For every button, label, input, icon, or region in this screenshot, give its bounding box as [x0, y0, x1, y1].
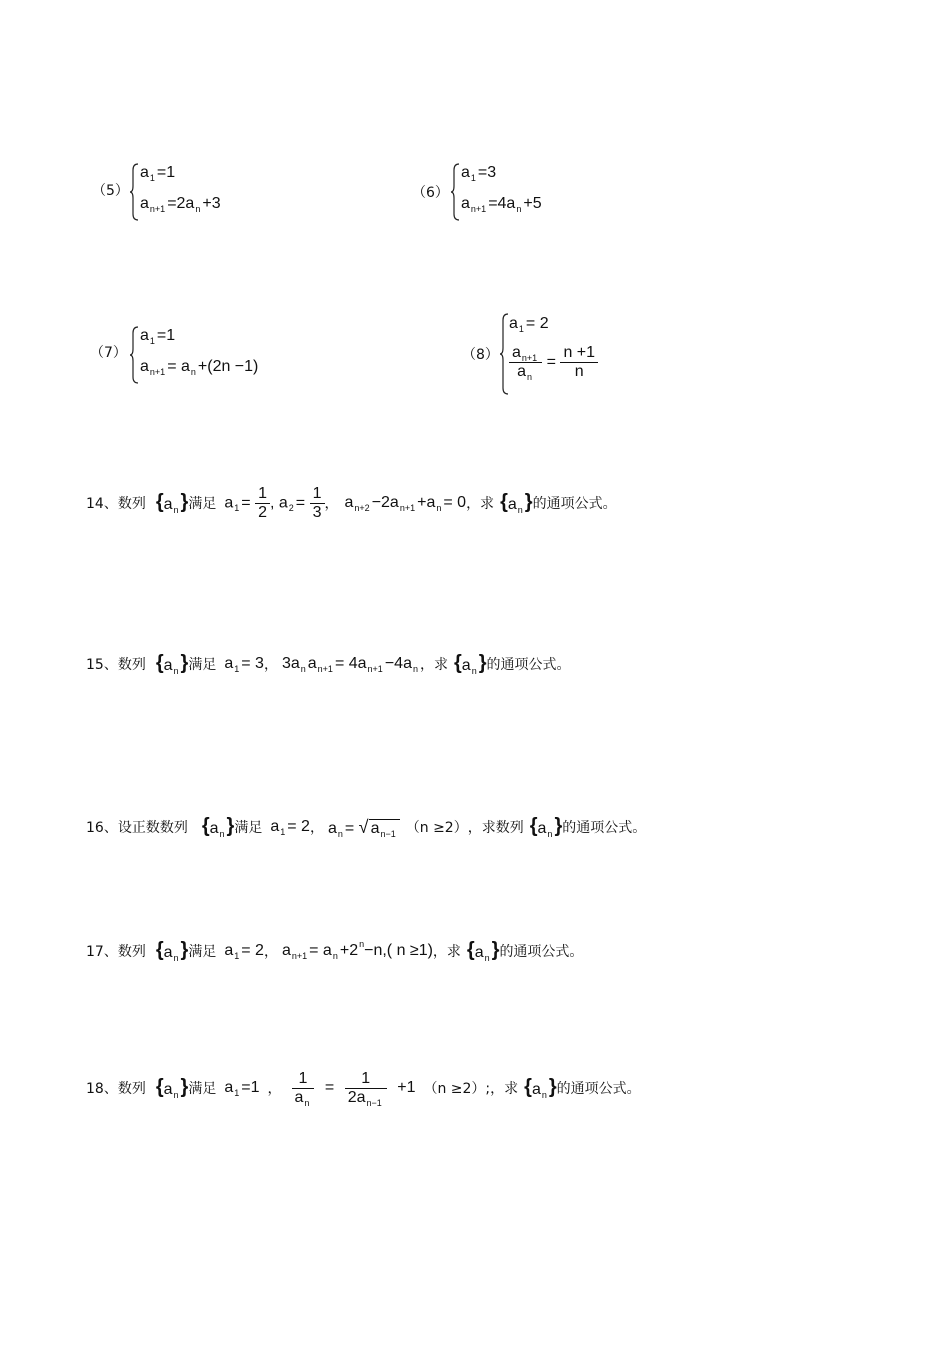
sequence-set: {$a_n$ } [155, 1075, 189, 1100]
left-brace-icon [451, 162, 461, 222]
radicand: $a_{n-1}$ [369, 819, 400, 837]
problem-17: 17、数列 {$a_n$ } 满足 $a_1 = 2$ ， $a_{n+1} = a_n +2^n-n$,( n ≥1) ，求 {$a_n$ } 的通项公式。 [86, 938, 584, 963]
sqrt-icon: √ [358, 816, 369, 837]
problem-16: 16、设正数数列 {$a_n$ } 满足 $a_1 = 2$ ， $a_n$ = √ $a_{n-1}$ （n ≥2） ，求数列 {$a_n$ } 的通项公式。 [86, 814, 647, 839]
sequence-set: {$a_n$ } [155, 938, 189, 963]
label-8: （8） [462, 347, 499, 363]
sequence-set: {$a_n$ } [155, 651, 189, 676]
sequence-set: {$a_n$ } [500, 490, 533, 515]
problem-15: 15、数列 {$a_n$ } 满足 $a_1 = 3$ ， $3a_n$ $a_{n+1} = 4a_{n+1} -4a_n$ ，求 {$a_n$ } 的通项公式。 [86, 651, 571, 676]
recurrence: $\frac{1}{a_n}$ = $\frac{1}{2a_{n-1}}$ +1 [292, 1070, 416, 1107]
system-6 [451, 162, 591, 222]
recurrence: $a_{n+2} -2a_{n+1} +a_n = 0$ [344, 494, 467, 513]
problem-number: 17、数列 [86, 944, 146, 960]
left-brace-icon [130, 162, 140, 222]
sequence-set: {$a_n$ } [524, 1075, 557, 1100]
fraction-right: $\frac{n +1}{n}$ [560, 344, 598, 381]
problem-number: 18、数列 [86, 1081, 146, 1097]
label-5: （5） [92, 183, 129, 199]
left-brace-icon [130, 325, 140, 385]
equation-line: $a_{n+1} =2a_n +3$ [140, 195, 221, 214]
problem-number: 15、数列 [86, 657, 146, 673]
problem-number: 14、数列 [86, 496, 146, 512]
system-7 [130, 325, 310, 385]
fraction-equation: $\frac{a_{n+1}}{a_n}$ = $\frac{n +1}{n}$ [509, 344, 598, 381]
sequence-set: {$a_n$ } [201, 814, 235, 839]
equation-line: $a_1 =1$ [140, 327, 176, 346]
sequence-set: {$a_n$ } [155, 490, 189, 515]
sequence-set: {$a_n$ } [466, 938, 500, 963]
fraction-left: $\frac{a_{n+1}}{a_n}$ [509, 344, 542, 381]
recurrence: $a_n$ = √ $a_{n-1}$ [328, 817, 400, 838]
equation-line: $a_{n+1} =4a_n +5$ [461, 195, 542, 214]
system-5 [130, 162, 270, 222]
problem-18: 18、数列 {$a_n$ } 满足 $a_1 =1$ ， $\frac{1}{a_n}$ = $\frac{1}{2a_{n-1}}$ +1 （n ≥2）; ，求 {$a_n$ } 的通项公式。 [86, 1069, 641, 1108]
label-6: （6） [412, 185, 449, 201]
problem-14: 14、数列 {$a_n$ } 满足 $a_1$ = $\frac{1}{2}$ , $a_2$ = $\frac{1}{3}$ ， $a_{n+2} -2a_{n+1} +a_n = 0$ ，求 {$a_n$ } 的通项公式。 [86, 484, 617, 521]
sequence-set: {$a_n$ } [529, 814, 563, 839]
equation-line: $a_1 =1$ [140, 164, 176, 183]
system-8 [500, 312, 630, 396]
recurrence: $3a_n$ $a_{n+1} = 4a_{n+1} -4a_n$ [281, 655, 418, 674]
equation-line: $a_1 = 2$ [509, 315, 549, 334]
condition: $a_1$ = $\frac{1}{2}$ , $a_2$ = $\frac{1}{3}$ [224, 485, 324, 522]
recurrence: $a_{n+1} = a_n +2^n-n$,( n ≥1) [281, 939, 433, 961]
sequence-set: {$a_n$ } [453, 651, 487, 676]
equation-line: $a_{n+1} = a_n +(2n -1)$ [140, 358, 259, 377]
label-7: （7） [90, 345, 127, 361]
equation-line: $a_1 =3$ [461, 164, 497, 183]
problem-number: 16、设正数数列 [86, 820, 188, 836]
